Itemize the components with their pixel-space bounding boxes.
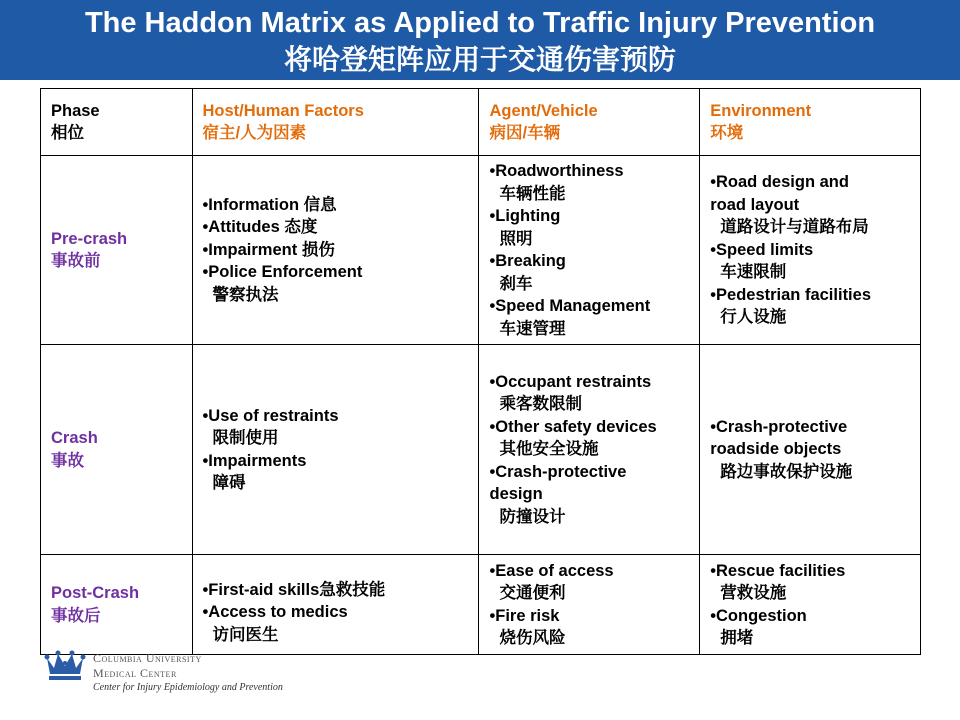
host-cell bbox=[192, 156, 479, 345]
agent-item: •Crash-protective bbox=[489, 462, 627, 481]
environment-item-translation: 道路设计与道路布局 bbox=[720, 218, 869, 237]
agent-item-translation: 其他安全设施 bbox=[499, 440, 599, 459]
host-item: •Information 信息 bbox=[202, 195, 337, 214]
environment-item-translation: 行人设施 bbox=[720, 308, 787, 327]
university-name-line2: Medical Center bbox=[93, 666, 177, 680]
agent-cell bbox=[479, 156, 700, 345]
haddon-matrix-table bbox=[40, 88, 921, 655]
phase-name-en: Crash bbox=[51, 429, 98, 447]
header-agent-zh: 病因/车辆 bbox=[489, 124, 561, 142]
phase-cell bbox=[41, 555, 193, 655]
header-environment-en: Environment bbox=[710, 101, 812, 120]
agent-item-translation: 照明 bbox=[499, 229, 533, 248]
agent-item-translation: 乘客数限制 bbox=[499, 395, 582, 414]
agent-item: •Speed Management bbox=[489, 297, 651, 315]
slide-title-english: The Haddon Matrix as Applied to Traffic Injury Prevention bbox=[84, 7, 876, 39]
environment-item-translation: 车速限制 bbox=[720, 263, 787, 282]
environment-cell bbox=[700, 345, 921, 555]
host-item: •Police Enforcement bbox=[202, 263, 363, 282]
agent-item: •Occupant restraints bbox=[489, 372, 652, 391]
environment-cell bbox=[700, 156, 921, 345]
environment-item: roadside objects bbox=[710, 440, 842, 459]
environment-item: •Pedestrian facilities bbox=[710, 285, 871, 304]
header-environment bbox=[700, 89, 921, 156]
header-phase-zh: 相位 bbox=[51, 124, 84, 142]
agent-item-translation: 车速管理 bbox=[499, 319, 566, 338]
host-item-translation: 警察执法 bbox=[212, 285, 279, 304]
agent-item: •Lighting bbox=[489, 207, 561, 225]
environment-item: •Rescue facilities bbox=[710, 561, 846, 580]
agent-item-translation: 防撞设计 bbox=[499, 507, 566, 526]
header-phase-en: Phase bbox=[51, 101, 100, 120]
environment-item-translation: 路边事故保护设施 bbox=[720, 462, 853, 481]
host-cell bbox=[192, 345, 479, 555]
host-item: •Impairment 损伤 bbox=[202, 240, 335, 259]
agent-cell bbox=[479, 345, 700, 555]
phase-cell bbox=[41, 156, 193, 345]
table-header-row bbox=[41, 89, 921, 156]
header-environment-zh: 环境 bbox=[710, 124, 744, 142]
title-bar bbox=[0, 0, 960, 80]
phase-cell bbox=[41, 345, 193, 555]
slide-title-chinese: 将哈登矩阵应用于交通伤害预防 bbox=[283, 43, 676, 76]
table-row-post-crash bbox=[41, 555, 921, 655]
footer-logo bbox=[44, 648, 344, 698]
agent-item-translation: 烧伤风险 bbox=[499, 629, 566, 647]
environment-item-translation: 营救设施 bbox=[720, 584, 787, 602]
header-agent bbox=[479, 89, 700, 156]
phase-name-zh: 事故后 bbox=[51, 606, 101, 625]
phase-name-zh: 事故前 bbox=[51, 252, 101, 270]
agent-item: •Other safety devices bbox=[489, 417, 657, 436]
agent-item-translation: 刹车 bbox=[499, 274, 533, 293]
host-item: •Use of restraints bbox=[202, 406, 339, 425]
host-cell bbox=[192, 555, 479, 655]
header-host bbox=[192, 89, 479, 156]
agent-item: •Fire risk bbox=[489, 606, 560, 625]
phase-name-en: Post-Crash bbox=[51, 584, 140, 602]
header-host-zh: 宿主/人为因素 bbox=[202, 124, 307, 142]
host-item-translation: 限制使用 bbox=[212, 429, 279, 447]
table-row-crash bbox=[41, 345, 921, 555]
environment-item: •Speed limits bbox=[710, 240, 814, 259]
header-phase bbox=[41, 89, 193, 156]
agent-item: •Breaking bbox=[489, 252, 566, 270]
host-item: •Access to medics bbox=[202, 603, 348, 622]
phase-name-en: Pre-crash bbox=[51, 229, 128, 248]
agent-item: •Roadworthiness bbox=[489, 162, 624, 180]
host-item: •Attitudes 态度 bbox=[202, 218, 318, 237]
host-item: •First-aid skills急救技能 bbox=[202, 580, 386, 599]
environment-item: •Crash-protective bbox=[710, 417, 848, 436]
header-host-en: Host/Human Factors bbox=[202, 101, 364, 120]
phase-name-zh: 事故 bbox=[51, 451, 84, 470]
environment-item: road layout bbox=[710, 195, 800, 214]
agent-cell bbox=[479, 555, 700, 655]
host-item-translation: 障碍 bbox=[212, 474, 246, 492]
environment-cell bbox=[700, 555, 921, 655]
host-item-translation: 访问医生 bbox=[212, 625, 279, 644]
host-item: •Impairments bbox=[202, 451, 307, 470]
environment-item: •Congestion bbox=[710, 606, 807, 625]
header-agent-en: Agent/Vehicle bbox=[489, 101, 598, 120]
environment-item-translation: 拥堵 bbox=[720, 629, 754, 647]
environment-item: •Road design and bbox=[710, 173, 849, 192]
crown-icon bbox=[44, 650, 86, 682]
table-row-pre-crash bbox=[41, 156, 921, 345]
university-name-line1: Columbia University bbox=[93, 651, 202, 665]
center-name: Center for Injury Epidemiology and Prevention bbox=[93, 682, 283, 693]
agent-item-translation: 交通便利 bbox=[499, 584, 566, 602]
agent-item: design bbox=[489, 485, 543, 504]
agent-item: •Ease of access bbox=[489, 561, 614, 580]
agent-item-translation: 车辆性能 bbox=[499, 184, 566, 203]
